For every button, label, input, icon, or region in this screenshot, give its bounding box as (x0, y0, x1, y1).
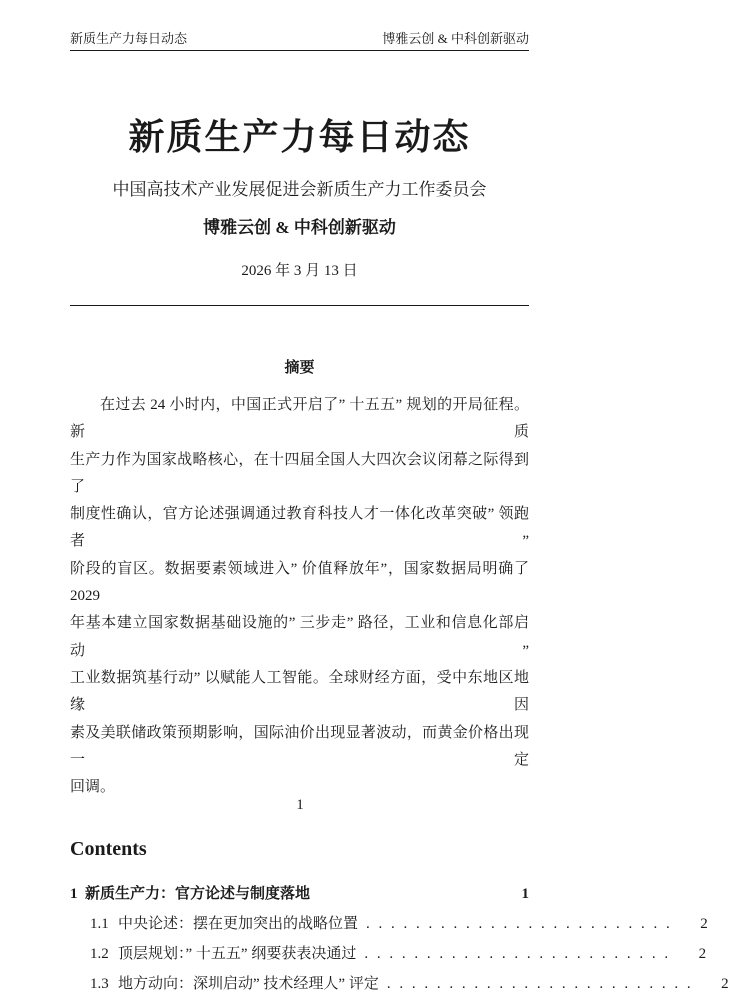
abstract-line: 回调。 (70, 779, 116, 796)
toc-entry-page: 1 (521, 886, 529, 903)
toc-entry-page: 2 (698, 946, 707, 963)
toc-leader: . . . . . . . . . . . . . . . . . . . . . . . . . (386, 976, 691, 993)
abstract-body (70, 392, 529, 801)
toc-entry-subsection-1-3 (70, 969, 729, 999)
abstract-line: 阶段的盲区。数据要素领域进入” 价值释放年”，国家数据局明确了 2029 (70, 560, 529, 605)
contents-heading: Contents (70, 838, 147, 861)
toc-entry-number: 1 (70, 886, 78, 903)
header-left-title: 新质生产力每日动态 (70, 31, 188, 46)
abstract-line: 生产力作为国家战略核心，在十四届全国人大四次会议闭幕之际得到了 (70, 451, 529, 495)
toc-leader: . . . . . . . . . . . . . . . . . . . . . . . . . (366, 916, 670, 933)
toc-entry-label: 地方动向：深圳启动” 技术经理人” 评定 (118, 976, 379, 993)
toc-entry-section-1 (70, 879, 529, 909)
running-header (70, 0, 529, 51)
abstract-line: 年基本建立国家数据基础设施的” 三步走” 路径，工业和信息化部启动” (70, 615, 529, 659)
toc-entry-label: 顶层规划：” 十五五” 纲要获表决通过 (118, 946, 357, 963)
toc-entry-number: 1.3 (90, 976, 109, 993)
document-authors: 博雅云创 & 中科创新驱动 (203, 218, 396, 237)
toc-leader: . . . . . . . . . . . . . . . . . . . . . . . . . (364, 946, 669, 963)
abstract-line: 工业数据筑基行动” 以赋能人工智能。全球财经方面，受中东地区地缘因 (70, 669, 529, 714)
toc-entry-page: 2 (721, 976, 729, 993)
toc-entry-page: 2 (700, 916, 708, 933)
document-subtitle: 中国高技术产业发展促进会新质生产力工作委员会 (112, 180, 487, 199)
toc-entry-number: 1.2 (90, 946, 109, 963)
toc-entry-subsection-1-2 (70, 939, 707, 969)
document-title: 新质生产力每日动态 (128, 117, 471, 157)
toc-entry-subsection-1-1 (70, 909, 708, 939)
abstract-line: 素及美联储政策预期影响，国际油价出现显著波动，而黄金价格出现一定 (70, 724, 529, 768)
abstract-line: 制度性确认，官方论述强调通过教育科技人才一体化改革突破” 领跑者” (70, 506, 529, 550)
abstract-section (70, 358, 529, 801)
document-date: 2026 年 3 月 13 日 (241, 263, 358, 279)
toc-entry-number: 1.1 (90, 916, 109, 933)
toc-entry-label: 中央论述：摆在更加突出的战略位置 (118, 916, 359, 933)
header-right-organizations: 博雅云创 & 中科创新驱动 (382, 31, 529, 46)
abstract-heading: 摘要 (284, 360, 315, 376)
title-divider-rule (70, 305, 529, 306)
table-of-contents (70, 879, 729, 999)
abstract-line: 在过去 24 小时内，中国正式开启了” 十五五” 规划的开局征程。新质 (70, 397, 529, 441)
toc-entry-label: 新质生产力：官方论述与制度落地 (85, 886, 311, 903)
footer-page-number: 1 (296, 797, 304, 813)
